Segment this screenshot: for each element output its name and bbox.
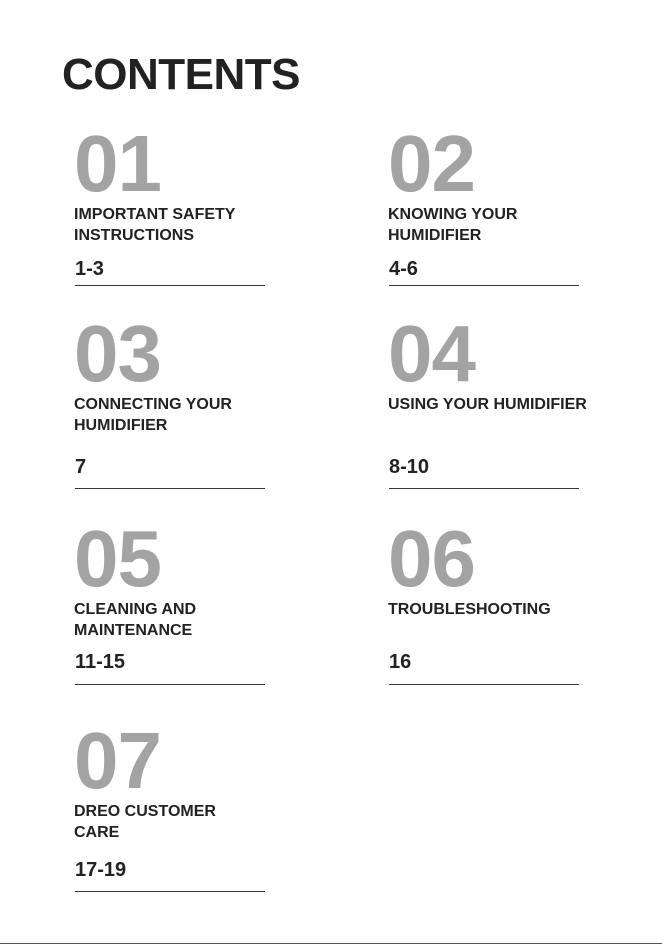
section-title: CLEANING AND MAINTENANCE xyxy=(74,601,197,639)
section-number: 03 xyxy=(74,309,161,398)
toc-entry-02[interactable] xyxy=(388,119,618,280)
divider-line xyxy=(75,684,265,685)
page-range: 7 xyxy=(75,456,87,478)
section-title: DREO CUSTOMER CARE xyxy=(74,803,216,841)
divider-line xyxy=(75,891,265,892)
section-number: 01 xyxy=(74,119,161,208)
toc-entry-03[interactable] xyxy=(74,309,304,478)
page-range: 1-3 xyxy=(75,258,104,280)
section-title: USING YOUR HUMIDIFIER xyxy=(388,396,587,413)
divider-line xyxy=(389,684,579,685)
toc-entry-06[interactable] xyxy=(388,514,618,673)
section-title: TROUBLESHOOTING xyxy=(388,601,551,618)
section-number: 07 xyxy=(74,716,161,805)
section-title: IMPORTANT SAFETY INSTRUCTIONS xyxy=(74,206,236,244)
divider-line xyxy=(75,488,265,489)
page-range: 4-6 xyxy=(389,258,418,280)
section-title: CONNECTING YOUR HUMIDIFIER xyxy=(74,396,232,434)
page-title: CONTENTS xyxy=(62,50,300,99)
page-range: 17-19 xyxy=(75,859,127,881)
section-number: 02 xyxy=(388,119,475,208)
toc-entry-07[interactable] xyxy=(74,716,304,881)
section-number: 04 xyxy=(388,309,475,398)
divider-line xyxy=(389,285,579,286)
page-range: 16 xyxy=(389,651,412,673)
toc-entry-04[interactable] xyxy=(388,309,618,478)
section-number: 06 xyxy=(388,514,475,603)
toc-entry-01[interactable] xyxy=(74,119,304,280)
divider-line xyxy=(389,488,579,489)
section-number: 05 xyxy=(74,514,161,603)
page-bottom-line xyxy=(0,943,662,944)
section-title: KNOWING YOUR HUMIDIFIER xyxy=(388,206,518,244)
divider-line xyxy=(75,285,265,286)
toc-entry-05[interactable] xyxy=(74,514,304,673)
page-range: 8-10 xyxy=(389,456,430,478)
page-range: 11-15 xyxy=(75,651,126,673)
